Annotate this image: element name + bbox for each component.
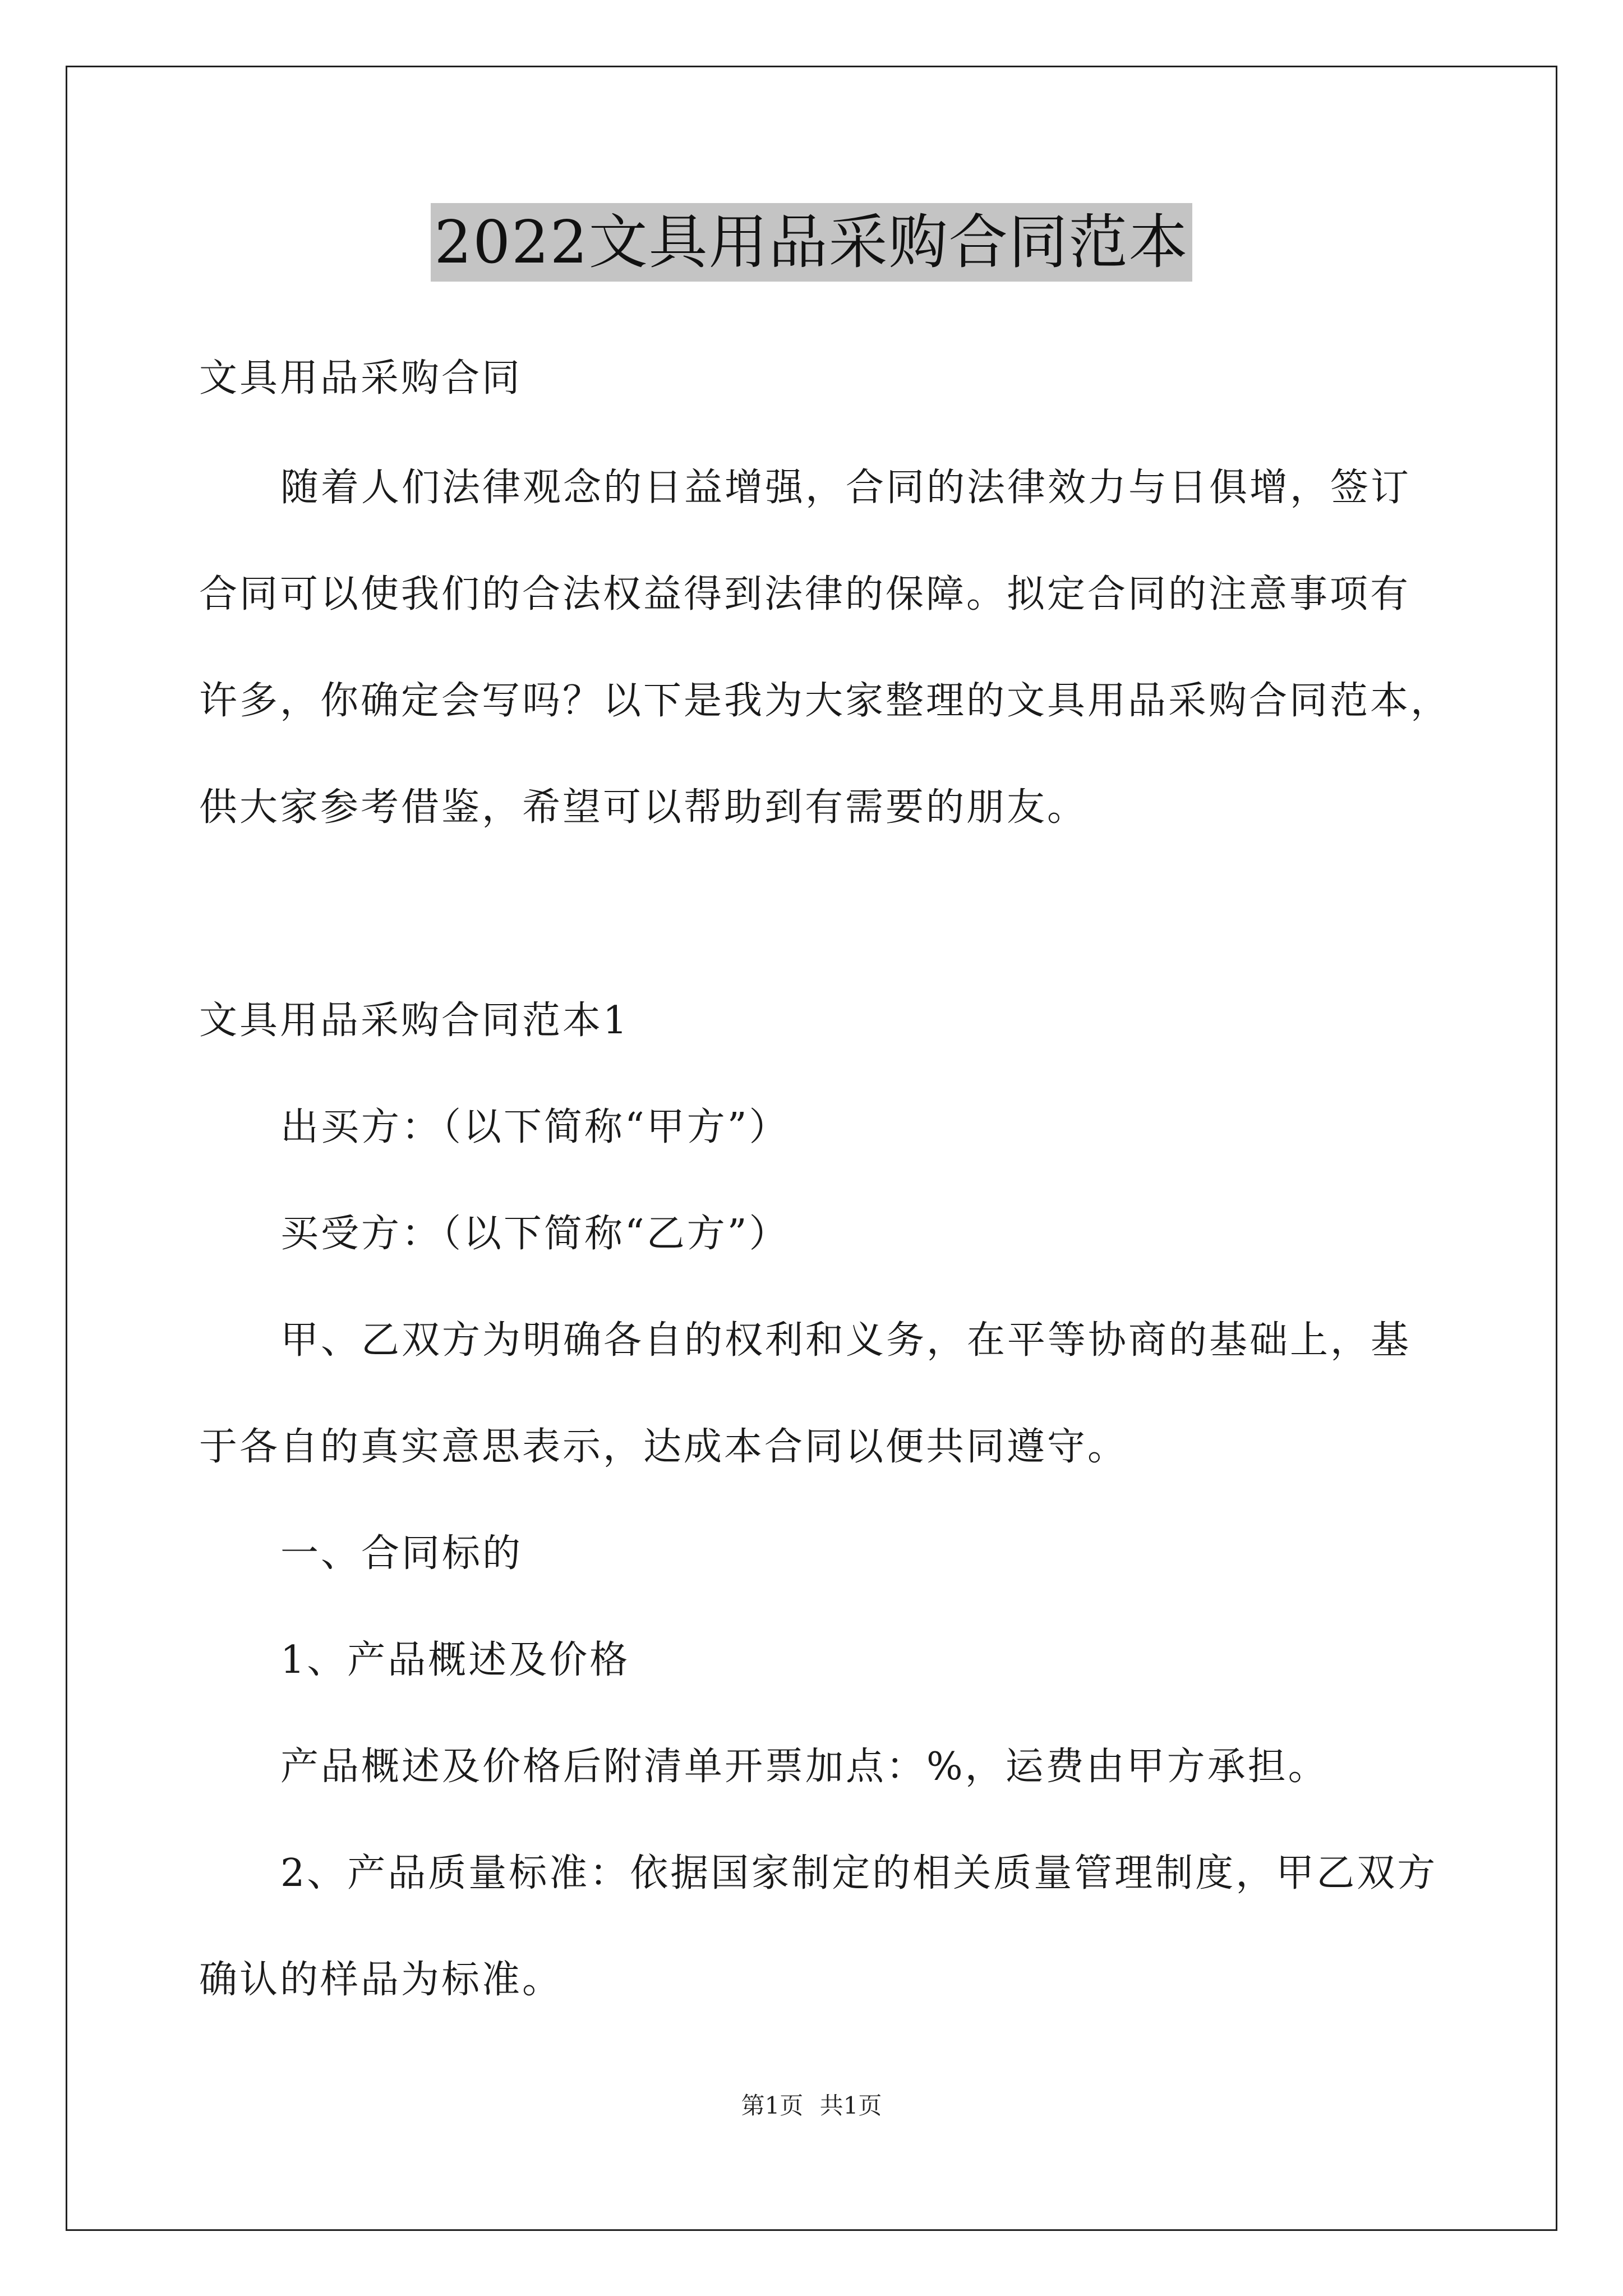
clause-heading: 一、合同标的 [280, 1531, 523, 1576]
subtitle-line: 文具用品采购合同 [199, 356, 523, 401]
intro-line-2: 合同可以使我们的合法权益得到法律的保障。拟定合同的注意事项有 [199, 572, 1411, 616]
preamble-line-1: 甲、乙双方为明确各自的权利和义务，在平等协商的基础上，基 [280, 1318, 1412, 1363]
title-container [0, 203, 1623, 282]
intro-line-1: 随着人们法律观念的日益增强，合同的法律效力与日俱增，签订 [280, 466, 1412, 510]
intro-line-3: 许多，你确定会写吗？以下是我为大家整理的文具用品采购合同范本， [199, 679, 1451, 723]
clause-item-2-line-2: 确认的样品为标准。 [199, 1958, 563, 2002]
buyer-line: 买受方：（以下简称“乙方”） [280, 1212, 790, 1256]
page-footer [0, 2089, 1623, 2123]
page-number-total: 共1页 [819, 2092, 882, 2119]
intro-line-4: 供大家参考借鉴，希望可以帮助到有需要的朋友。 [199, 785, 1088, 830]
clause-item-1: 1、产品概述及价格 [280, 1638, 630, 1682]
section-heading: 文具用品采购合同范本1 [199, 999, 630, 1043]
clause-item-1-body: 产品概述及价格后附清单开票加点：%，运费由甲方承担。 [280, 1745, 1329, 1789]
preamble-line-2: 于各自的真实意思表示，达成本合同以便共同遵守。 [199, 1425, 1128, 1469]
document-title: 2022文具用品采购合同范本 [431, 203, 1192, 282]
seller-line: 出买方：（以下简称“甲方”） [280, 1105, 790, 1149]
page-number-current: 第1页 [741, 2092, 804, 2119]
clause-item-2-line-1: 2、产品质量标准：依据国家制定的相关质量管理制度，甲乙双方 [280, 1851, 1438, 1895]
